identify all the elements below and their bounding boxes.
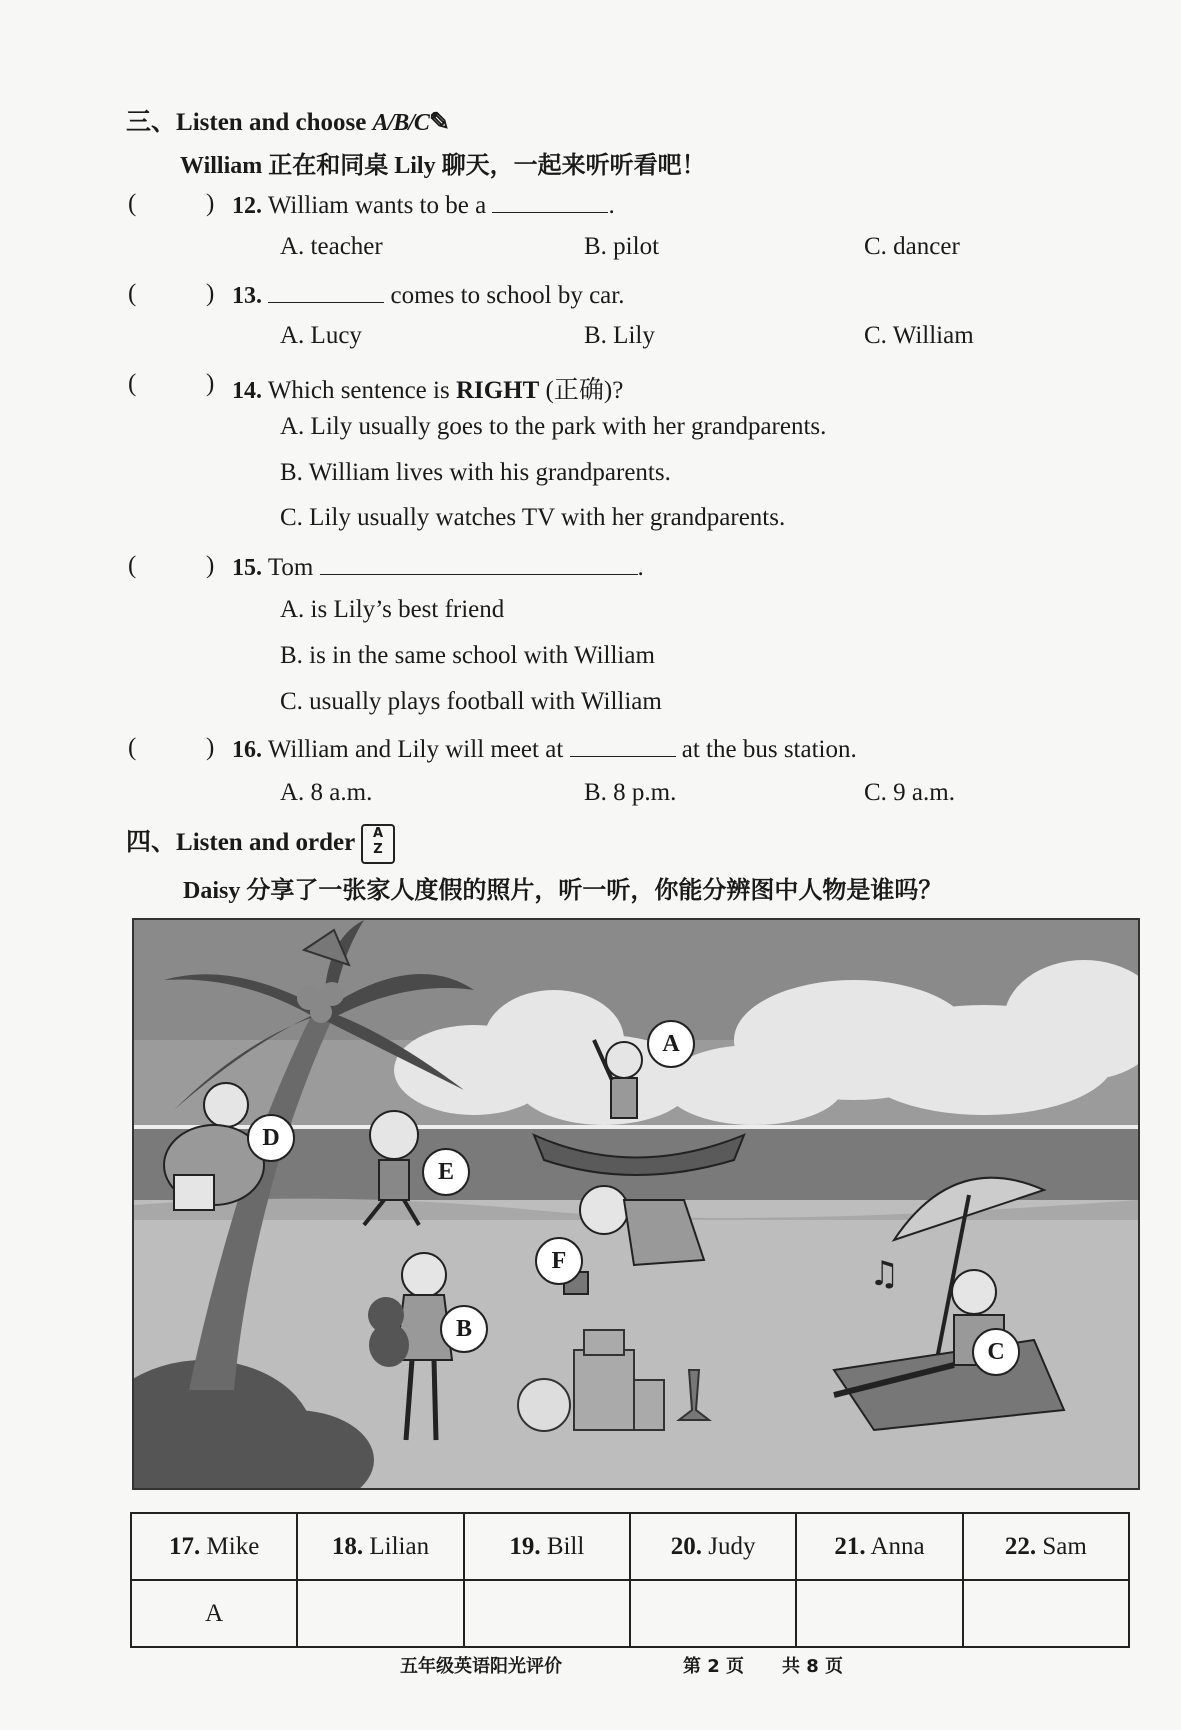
section-4-title [126,822,395,864]
question-14 [232,370,623,406]
question-stem-end: at the bus station. [681,736,857,763]
music-note-icon: ♫ [869,1254,900,1294]
header-number: 19. [509,1532,541,1560]
question-number: 12. [232,193,262,219]
option-14c[interactable]: C. Lily usually watches TV with her grandparents. [280,504,786,531]
section-3-intro: William 正在和同桌 Lily 聊天，一起来听听看吧！ [180,153,706,179]
answer-cell[interactable] [297,1580,463,1647]
question-stem-end: . [608,192,615,219]
pencil-icon: ✎ [428,109,450,136]
question-stem: Tom [267,554,314,581]
header-name: Mike [206,1532,260,1560]
option-15a[interactable]: A. is Lily’s best friend [280,596,505,623]
header-number: 22. [1004,1532,1037,1560]
question-12 [232,190,615,220]
header-number: 18. [331,1532,364,1560]
answer-blank[interactable] [570,734,676,757]
answer-cell[interactable] [796,1580,962,1647]
table-header-cell [131,1513,297,1580]
question-number: 16. [232,737,262,763]
question-15 [232,552,644,582]
option-15b[interactable]: B. is in the same school with William [280,642,655,669]
table-header-cell [630,1513,796,1580]
abc-pencil-icon: A/B/C [372,110,429,136]
label-b: B [440,1305,488,1353]
option-13a[interactable]: A. Lucy [280,322,362,349]
question-stem: William wants to be a [267,192,487,219]
question-number: 13. [232,283,262,309]
option-13c[interactable]: C. William [864,322,974,349]
section-3-title [126,102,450,138]
header-name: Bill [546,1532,585,1560]
question-stem: Which sentence is [267,377,450,404]
answer-cell[interactable] [630,1580,796,1647]
header-name: Lilian [369,1532,430,1560]
answer-blank[interactable] [268,280,384,303]
answer-paren-close-12: ) [206,190,215,217]
question-stem: William and Lily will meet at [267,736,564,763]
header-name: Anna [870,1532,925,1560]
beach-ball [518,1379,570,1431]
label-f: F [535,1237,583,1285]
section-4-number: 四、 [126,829,177,856]
table-header-cell [796,1513,962,1580]
answer-paren-15[interactable]: ( [128,552,137,579]
option-12c[interactable]: C. dancer [864,233,960,260]
footer-page: 第 2 页 [683,1656,745,1677]
section-4-title-text: Listen and order [176,829,355,856]
question-stem: comes to school by car. [390,282,625,309]
option-16c[interactable]: C. 9 a.m. [864,779,955,806]
table-answer-row [131,1580,1129,1647]
option-12a[interactable]: A. teacher [280,233,383,260]
label-a: A [647,1020,695,1068]
answer-blank[interactable] [492,190,608,213]
header-name: Sam [1042,1532,1087,1560]
table-header-cell [464,1513,630,1580]
answer-paren-close-15: ) [206,552,215,579]
answer-paren-14[interactable]: ( [128,370,137,397]
question-number: 14. [232,378,262,404]
beach-scene-image [132,918,1140,1490]
answer-cell[interactable] [464,1580,630,1647]
answer-paren-13[interactable]: ( [128,280,137,307]
option-16b[interactable]: B. 8 p.m. [584,779,677,806]
label-c: C [972,1328,1020,1376]
label-d: D [247,1114,295,1162]
header-number: 17. [169,1532,201,1560]
answer-paren-close-14: ) [206,370,215,397]
question-stem-end: . [637,554,644,581]
option-13b[interactable]: B. Lily [584,322,655,349]
answer-paren-12[interactable]: ( [128,190,137,217]
answer-paren-16[interactable]: ( [128,734,137,761]
option-14a[interactable]: A. Lily usually goes to the park with her grandparents. [280,413,827,440]
header-name: Judy [708,1532,756,1560]
footer-total: 共 8 页 [782,1656,844,1677]
label-e: E [422,1148,470,1196]
option-12b[interactable]: B. pilot [584,233,660,260]
answer-table [130,1512,1130,1648]
section-3-title-text: Listen and choose [176,109,367,136]
option-14b[interactable]: B. William lives with his grandparents. [280,459,671,486]
section-3-number: 三、 [126,109,177,136]
answer-paren-close-16: ) [206,734,215,761]
answer-blank[interactable] [320,552,638,575]
sort-az-icon: A Z [361,824,395,864]
question-number: 15. [232,555,262,581]
question-stem-bold: RIGHT [455,377,540,404]
question-stem-end: (正确)? [545,377,624,404]
table-header-row [131,1513,1129,1580]
option-15c[interactable]: C. usually plays football with William [280,688,662,715]
header-number: 20. [670,1532,703,1560]
question-13 [232,280,624,310]
table-header-cell [297,1513,463,1580]
footer-title: 五年级英语阳光评价 [400,1656,562,1677]
section-4-intro: Daisy 分享了一张家人度假的照片，听一听，你能分辨图中人物是谁吗？ [183,878,943,904]
beach-illustration [134,920,1138,1488]
answer-paren-close-13: ) [206,280,215,307]
header-number: 21. [834,1532,866,1560]
answer-cell[interactable] [963,1580,1129,1647]
table-header-cell [963,1513,1129,1580]
option-16a[interactable]: A. 8 a.m. [280,779,373,806]
question-16 [232,734,857,764]
answer-cell[interactable]: A [131,1580,297,1647]
